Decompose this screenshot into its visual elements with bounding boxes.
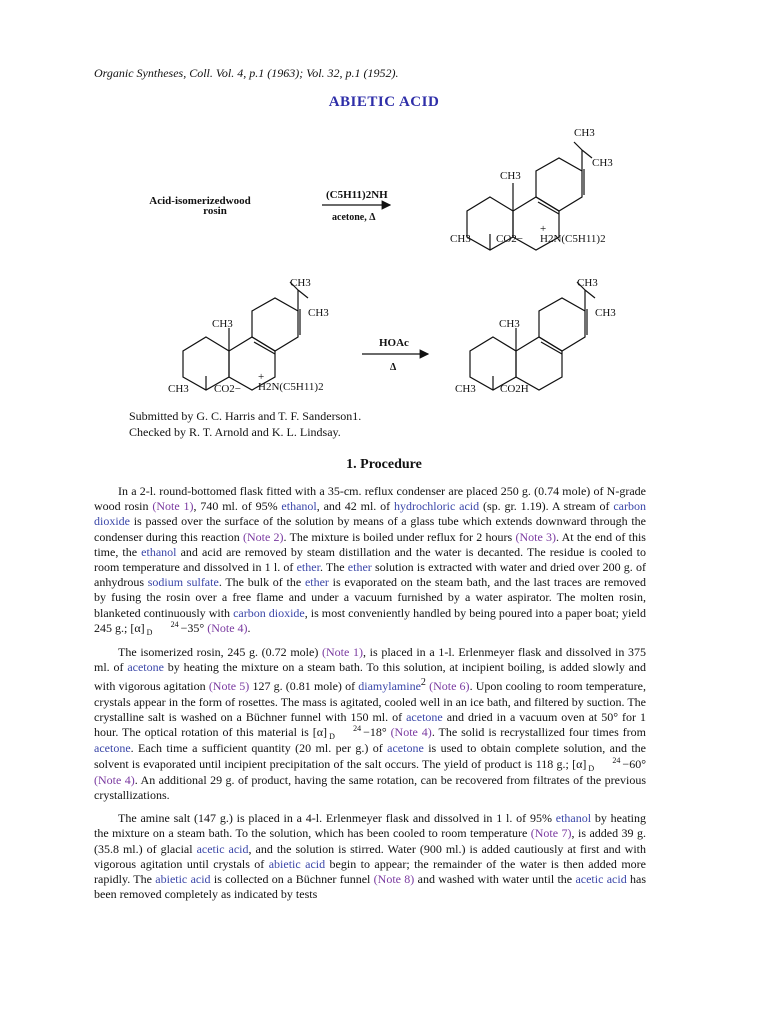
methyl-label: CH3 (455, 383, 476, 395)
chemical-link[interactable]: acetone (94, 741, 131, 756)
methyl-label: CH3 (290, 277, 311, 289)
ammonium-label: H2N(C5H11)2 (258, 381, 324, 393)
reagent-hoac: HOAc (379, 337, 409, 349)
note-link[interactable]: (Note 4) (94, 772, 135, 787)
methyl-label: CH3 (592, 157, 613, 169)
methyl-label: CH3 (574, 127, 595, 139)
chemical-link[interactable]: ethanol (141, 544, 177, 559)
carboxylate-label: CO2− (496, 233, 523, 245)
chemical-link[interactable]: ether (296, 560, 320, 575)
chemical-link[interactable]: carbon dioxide (233, 605, 305, 620)
starting-material-line1: Acid-isomerizedwood (149, 195, 251, 207)
note-link[interactable]: (Note 3) (515, 529, 557, 544)
procedure-paragraph: The amine salt (147 g.) is placed in a 4-l. Erlenmeyer flask and dissolved in 1 l. of 95% ethanol by heating the mixture on a steam bath. To the solution, which has been cooled to room temperature (Note 7), is added 39 g. (35.8 ml.) of glacial acetic acid, and the solution is stirred. Water (900 ml.) is added cautiously at first and with vigorous agitation until crystals of abietic acid begin to appear; the remainder of the water is then added more rapidly. The abietic acid is collected on a Büchner funnel (Note 8) and washed with water until the acetic acid has been removed completely as indicated by tests (94, 811, 647, 902)
chemical-link[interactable]: abietic acid (268, 856, 326, 871)
methyl-label: CH3 (450, 233, 471, 245)
reagent-diamylamine: (C5H11)2NH (326, 189, 388, 201)
page-title: ABIETIC ACID (328, 94, 440, 110)
methyl-label: CH3 (168, 383, 189, 395)
methyl-label: CH3 (212, 318, 233, 330)
note-link[interactable]: (Note 1) (322, 645, 363, 660)
methyl-label: CH3 (595, 307, 616, 319)
plus-sign: + (258, 371, 265, 383)
methyl-label: CH3 (308, 307, 329, 319)
note-link[interactable]: (Note 7) (530, 826, 572, 841)
chemical-link[interactable]: acetic acid (196, 841, 249, 856)
carboxylate-label: CO2− (214, 383, 241, 395)
molecule-abietic-acid (470, 282, 595, 390)
chemical-link[interactable]: diamylamine (358, 679, 421, 694)
chemical-link[interactable]: carbon dioxide (94, 499, 647, 529)
procedure-paragraph: In a 2-l. round-bottomed flask fitted with a 35-cm. reflux condenser are placed 250 g. (0.74 mole) of N-grade wood rosin (Note 1), 740 ml. of 95% ethanol, and 42 ml. of hydrochloric acid (sp. gr. 1.19). A stream of carbon dioxide is passed over the surface of the solution by means of a glass tube which extends downward through the condenser during this reaction (Note 2). The mixture is boiled under reflux for 2 hours (Note 3). At the end of this time, the ethanol and acid are removed by steam distillation and the water is decanted. The residue is cooled to room temperature and dissolved in 1 l. of ether. The ether solution is extracted with water and dried over 200 g. of anhydrous sodium sulfate. The bulk of the ether is evaporated on the steam bath, and the last traces are removed by fusing the rosin over a free flame and under a vacuum furnished by a water aspirator. The molten rosin, blanketed continuously with carbon dioxide, is most conveniently handled by being poured into a paper boat; yield 245 g.; [α] 24 D −35° (Note 4). (94, 484, 647, 638)
submitted-by: Submitted by G. C. Harris and T. F. Sanderson1. (129, 409, 362, 423)
note-link[interactable]: (Note 4) (390, 725, 432, 740)
condition-acetone: acetone, Δ (332, 212, 376, 223)
chemical-link[interactable]: hydrochloric acid (393, 499, 480, 514)
chemical-link[interactable]: acetone (387, 741, 424, 756)
methyl-label: CH3 (499, 318, 520, 330)
note-link[interactable]: (Note 5) (208, 679, 250, 694)
procedure-text (94, 484, 646, 910)
chemical-link[interactable]: ether (347, 560, 372, 575)
chemical-link[interactable]: acetone (406, 709, 443, 724)
plus-sign: + (540, 223, 547, 235)
chemical-link[interactable]: abietic acid (155, 872, 211, 887)
note-link[interactable]: (Note 1) (152, 499, 194, 514)
starting-material-line2: rosin (203, 205, 227, 217)
note-link[interactable]: (Note 2) (242, 529, 284, 544)
reaction-scheme (0, 120, 768, 410)
note-link[interactable]: (Note 8) (373, 872, 415, 887)
note-link[interactable]: (Note 4) (207, 620, 248, 635)
checked-by: Checked by R. T. Arnold and K. L. Lindsay. (129, 425, 341, 439)
note-link[interactable]: (Note 6) (429, 679, 470, 694)
chemical-link[interactable]: ether (304, 575, 329, 590)
chemical-link[interactable]: sodium sulfate (147, 575, 219, 590)
molecule-amine-salt-bottom (183, 282, 308, 390)
section-heading: 1. Procedure (346, 457, 422, 472)
methyl-label: CH3 (500, 170, 521, 182)
condition-heat: Δ (390, 362, 397, 373)
methyl-label: CH3 (577, 277, 598, 289)
carboxylic-acid-label: CO2H (500, 383, 529, 395)
procedure-paragraph: The isomerized rosin, 245 g. (0.72 mole) (Note 1), is placed in a 1-l. Erlenmeyer flask and dissolved in 375 ml. of acetone by heating the mixture on a steam bath. To this solution, at incipient boiling, is added slowly and with vigorous agitation (Note 5) 127 g. (0.81 mole) of diamylamine$^2$ (Note 6). Upon cooling to room temperature, crystals appear in the form of rosettes. The mass is agitated, cooled well in an ice bath, and filtered by suction. The crystalline salt is washed on a Büchner funnel with 150 ml. of acetone and dried in a vacuum oven at 50° for 1 hour. The optical rotation of this material is [α] 24 D −18° (Note 4). The solid is recrystallized four times from acetone. Each time a sufficient quantity (20 ml. per g.) of acetone is used to obtain complete solution, and the solvent is evaporated until incipient precipitation of the salt occurs. The yield of product is 118 g.; [α] 24 D −60° (Note 4). An additional 29 g. of product, having the same rotation, can be recovered from filtrates of the previous crystallizations. (94, 645, 647, 802)
chemical-link[interactable]: acetic acid (575, 872, 627, 887)
credits (129, 408, 361, 440)
ammonium-label: H2N(C5H11)2 (540, 233, 606, 245)
chemical-link[interactable]: ethanol (281, 499, 317, 514)
citation: Organic Syntheses, Coll. Vol. 4, p.1 (1963); Vol. 32, p.1 (1952). (94, 66, 399, 80)
chemical-link[interactable]: ethanol (555, 811, 592, 826)
chemical-link[interactable]: acetone (127, 660, 164, 675)
